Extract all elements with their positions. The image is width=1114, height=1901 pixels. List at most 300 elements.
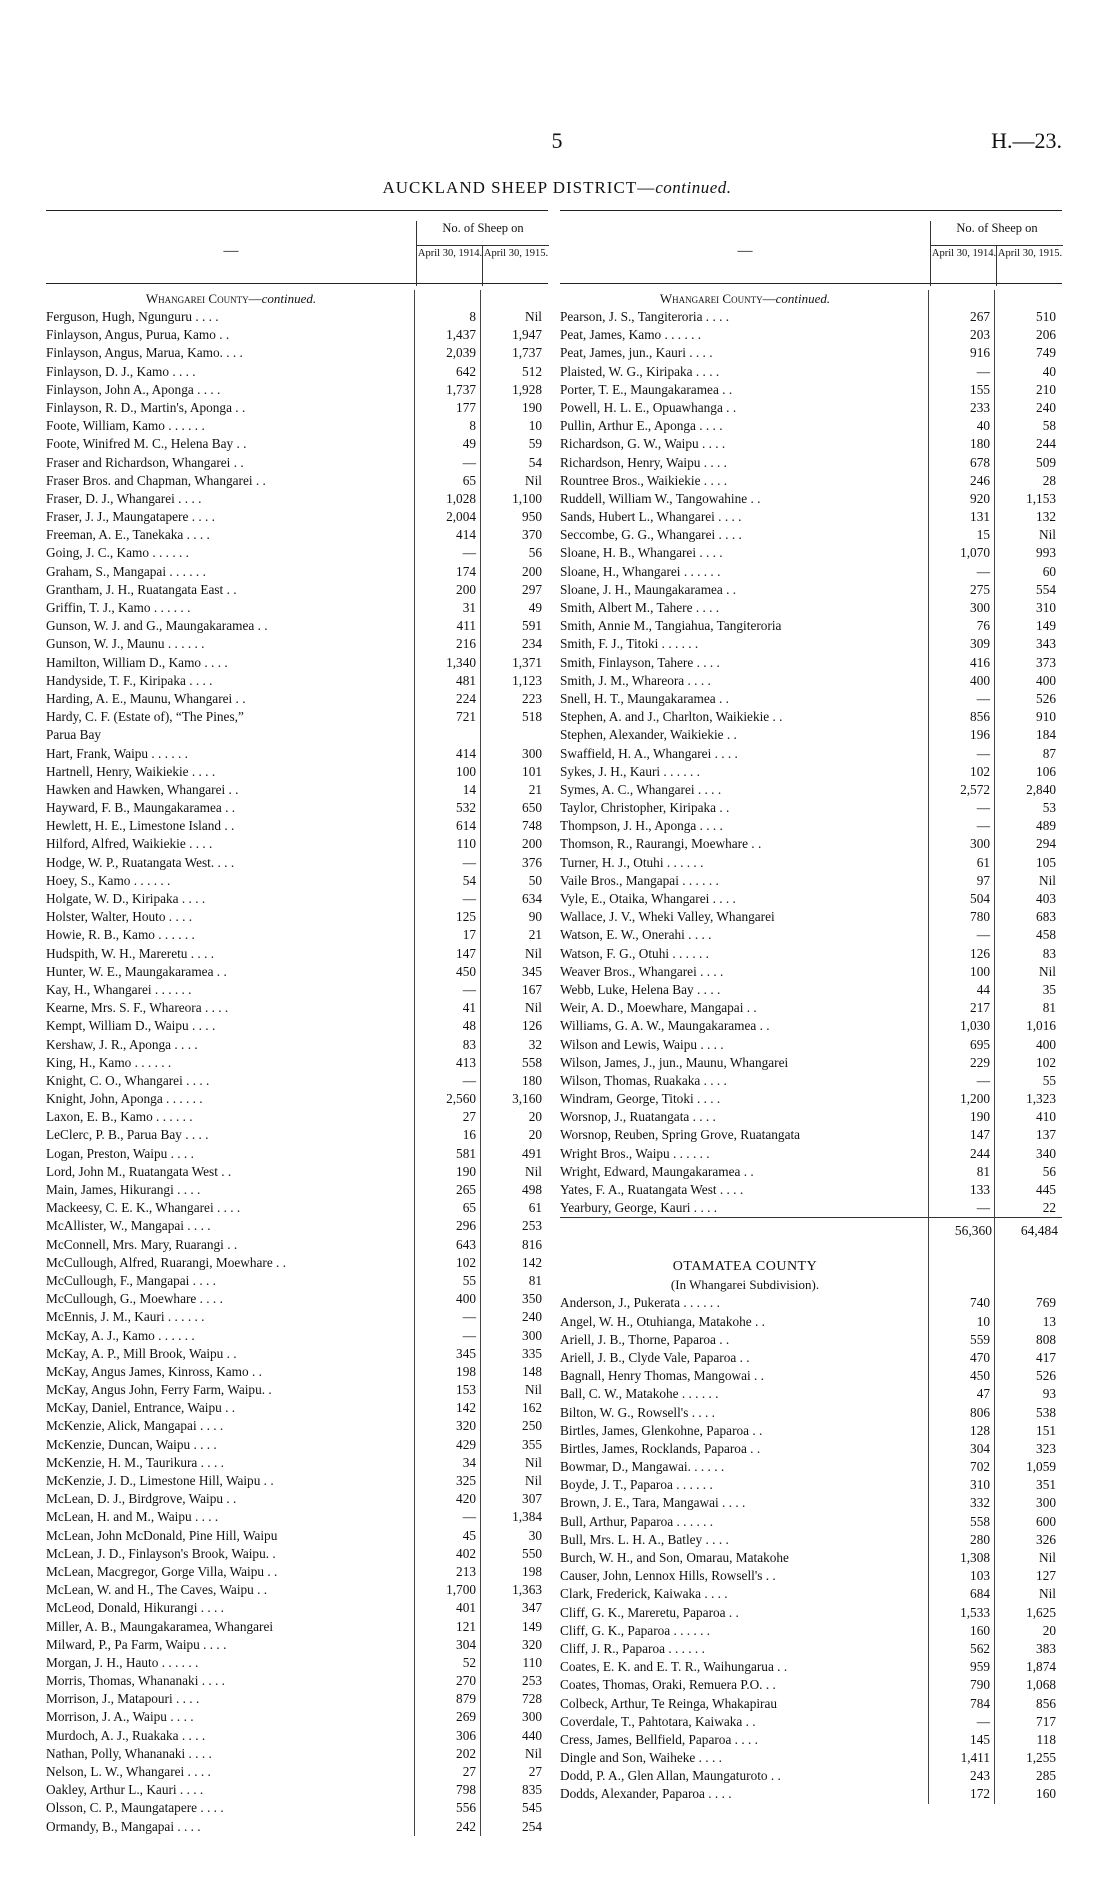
- table-row: [46, 1581, 548, 1599]
- sheep-1915: 538: [1036, 1404, 1056, 1420]
- table-row: [560, 1622, 1062, 1640]
- sheep-1915: 234: [522, 636, 542, 652]
- owner-name: McCullough, F., Mangapai . . . .: [46, 1272, 216, 1288]
- table-row: [46, 1345, 548, 1363]
- table-row: [560, 435, 1062, 453]
- table-row: [560, 1349, 1062, 1367]
- table-row: [46, 344, 548, 362]
- sheep-1915: 808: [1036, 1331, 1056, 1347]
- sheep-1914: 1,737: [446, 381, 476, 397]
- owner-name: Ormandy, B., Mangapai . . . .: [46, 1818, 201, 1834]
- sheep-1914: 798: [456, 1782, 476, 1798]
- sheep-1915: 10: [528, 418, 542, 434]
- sheep-1914: 31: [462, 600, 476, 615]
- owner-name: Colbeck, Arthur, Te Reinga, Whakapirau: [560, 1695, 778, 1711]
- sheep-1914: —: [976, 927, 990, 943]
- sheep-1915: 1,928: [512, 381, 542, 397]
- table-row: [560, 1108, 1062, 1126]
- table-row: [560, 1476, 1062, 1494]
- sheep-1915: Nil: [1039, 1586, 1056, 1602]
- owner-name: Smith, Albert M., Tahere . . . .: [560, 600, 720, 615]
- sheep-1915: 491: [522, 1145, 542, 1161]
- sheep-1914: 10: [976, 1313, 990, 1329]
- table-row: [560, 1567, 1062, 1585]
- sheep-1915: 458: [1036, 927, 1056, 943]
- sheep-1914: 345: [456, 1345, 476, 1361]
- owner-name: Yates, F. A., Ruatangata West . . . .: [560, 1182, 744, 1197]
- owner-name: Stephen, Alexander, Waikiekie . .: [560, 727, 737, 743]
- county-section-title: [560, 290, 930, 308]
- owner-name: Swaffield, H. A., Whangarei . . . .: [560, 745, 738, 761]
- owner-name: Finlayson, Angus, Marua, Kamo. . . .: [46, 345, 243, 361]
- owner-name: Plaisted, W. G., Kiripaka . . . .: [560, 363, 720, 379]
- owner-name: Thomson, R., Raurangi, Moewhare . .: [560, 836, 762, 852]
- sheep-1915: 21: [528, 781, 542, 797]
- sheep-1914: 414: [456, 745, 476, 761]
- table-row: [46, 490, 548, 508]
- sheep-1915: 21: [528, 927, 542, 943]
- owner-name: Knight, John, Aponga . . . . . .: [46, 1091, 203, 1107]
- sheep-1914: —: [976, 1072, 990, 1088]
- sheep-1915: Nil: [525, 945, 542, 961]
- owner-name: Griffin, T. J., Kamo . . . . . .: [46, 600, 191, 615]
- sheep-1914: 296: [456, 1218, 476, 1234]
- owner-name: Sloane, J. H., Maungakaramea . .: [560, 581, 737, 597]
- sheep-1914: 790: [970, 1677, 990, 1693]
- owner-name: Angel, W. H., Otuhianga, Matakohe . .: [560, 1313, 765, 1329]
- owner-name: Peat, James, Kamo . . . . . .: [560, 327, 702, 343]
- owner-name: Boyde, J. T., Paparoa . . . . . .: [560, 1477, 713, 1493]
- sheep-1914: —: [462, 1509, 476, 1525]
- sheep-1915: 83: [1042, 945, 1056, 961]
- owner-name: McKay, A. P., Mill Brook, Waipu . .: [46, 1345, 237, 1361]
- owner-name: Parua Bay: [46, 727, 102, 743]
- table-row: [46, 308, 548, 326]
- sheep-1915: 1,016: [1026, 1018, 1056, 1034]
- owner-name: Nelson, L. W., Whangarei . . . .: [46, 1764, 211, 1779]
- owner-name: King, H., Kamo . . . . . .: [46, 1054, 172, 1070]
- table-row: [560, 635, 1062, 653]
- sheep-1914: 213: [456, 1563, 476, 1579]
- owner-name: Watson, F. G., Otuhi . . . . . .: [560, 945, 709, 961]
- table-row: [560, 1294, 1062, 1312]
- sheep-1914: 414: [456, 527, 476, 543]
- table-row: [560, 1313, 1062, 1331]
- sheep-1915: 526: [1036, 690, 1056, 706]
- column-rule: [928, 290, 929, 1804]
- table-row: [560, 1640, 1062, 1658]
- table-row: [560, 490, 1062, 508]
- sheep-1914: 125: [456, 909, 476, 925]
- sheep-1915: 345: [522, 963, 542, 979]
- sheep-1914: 558: [970, 1513, 990, 1529]
- table-row: [560, 817, 1062, 835]
- sheep-1915: 526: [1036, 1368, 1056, 1384]
- sheep-1915: 1,323: [1026, 1091, 1056, 1107]
- sheep-1914: 920: [970, 490, 990, 506]
- owner-name: Kempt, William D., Waipu . . . .: [46, 1018, 216, 1034]
- table-row: [560, 381, 1062, 399]
- owner-name: Sands, Hubert L., Whangarei . . . .: [560, 509, 742, 525]
- table-row: [560, 399, 1062, 417]
- table-row: [560, 1036, 1062, 1054]
- right-table: [560, 210, 1062, 1804]
- table-row: [560, 417, 1062, 435]
- table-row: [560, 926, 1062, 944]
- sheep-1914: 44: [976, 981, 990, 997]
- sheep-1915: 347: [522, 1600, 542, 1616]
- table-row: [560, 654, 1062, 672]
- owner-name: Wallace, J. V., Wheki Valley, Whangarei: [560, 909, 775, 925]
- sheep-1915: Nil: [1039, 1550, 1056, 1565]
- sheep-1915: 300: [522, 1709, 542, 1725]
- table-row: [560, 1181, 1062, 1199]
- owner-name: McConnell, Mrs. Mary, Ruarangi . .: [46, 1236, 238, 1252]
- owner-name: Fraser, D. J., Whangarei . . . .: [46, 490, 202, 506]
- owner-name: Causer, John, Lennox Hills, Rowsell's . .: [560, 1568, 776, 1584]
- owner-name: Fraser, J. J., Maungatapere . . . .: [46, 509, 215, 525]
- table-row: [46, 817, 548, 835]
- sheep-1915: 489: [1036, 818, 1056, 834]
- owner-name: Morris, Thomas, Whananaki . . . .: [46, 1673, 225, 1689]
- owner-name: LeClerc, P. B., Parua Bay . . . .: [46, 1127, 209, 1143]
- table-row: [560, 526, 1062, 544]
- table-row: [46, 1745, 548, 1763]
- sheep-1914: 504: [970, 891, 990, 906]
- page-title: [0, 178, 1114, 198]
- sheep-1914: 17: [462, 927, 476, 943]
- sheep-1915: 498: [522, 1182, 542, 1197]
- table-row: [560, 745, 1062, 763]
- owner-name: McKenzie, Duncan, Waipu . . . .: [46, 1436, 217, 1452]
- table-row: [46, 999, 548, 1017]
- sheep-1914: 147: [970, 1127, 990, 1143]
- owner-name: Wilson and Lewis, Waipu . . . .: [560, 1036, 724, 1052]
- total-1915: 64,484: [1020, 1223, 1058, 1239]
- table-row: [46, 908, 548, 926]
- owner-name: Hayward, F. B., Maungakaramea . .: [46, 800, 236, 816]
- sheep-1914: 16: [462, 1127, 476, 1143]
- table-header: [46, 210, 548, 284]
- sheep-1915: 370: [522, 527, 542, 543]
- sheep-1914: 1,437: [446, 327, 476, 343]
- owner-name: Bull, Mrs. L. H. A., Batley . . . .: [560, 1531, 729, 1547]
- owner-name: McKay, Daniel, Entrance, Waipu . .: [46, 1400, 236, 1416]
- sheep-1914: 581: [456, 1145, 476, 1161]
- sheep-1915: 2,840: [1026, 781, 1056, 797]
- table-row: [46, 1599, 548, 1617]
- sheep-1914: —: [462, 854, 476, 870]
- sheep-1914: 27: [462, 1764, 476, 1779]
- owner-name: Birtles, James, Rocklands, Paparoa . .: [560, 1440, 761, 1456]
- table-row: [46, 1017, 548, 1035]
- table-row: [560, 1072, 1062, 1090]
- table-row: [46, 1527, 548, 1545]
- table-row: [46, 1217, 548, 1235]
- sheep-1915: Nil: [1039, 963, 1056, 979]
- owner-name: Windram, George, Titoki . . . .: [560, 1091, 721, 1107]
- table-row: [46, 872, 548, 890]
- sheep-1914: 470: [970, 1349, 990, 1365]
- sheep-1915: Nil: [525, 1163, 542, 1179]
- sheep-1915: 102: [1036, 1054, 1056, 1070]
- owner-name: McKay, Angus James, Kinross, Kamo . .: [46, 1363, 262, 1379]
- header-sheep-group: No. of Sheep on: [930, 221, 1063, 283]
- table-body: [560, 290, 1062, 1804]
- sheep-1914: 190: [970, 1109, 990, 1125]
- owner-name: McLean, H. and M., Waipu . . . .: [46, 1509, 219, 1525]
- owner-name: Miller, A. B., Maungakaramea, Whangarei: [46, 1618, 274, 1634]
- sheep-1915: 223: [522, 690, 542, 706]
- sheep-1915: 856: [1036, 1695, 1056, 1711]
- sheep-1915: 343: [1036, 636, 1056, 652]
- sheep-1914: 721: [456, 709, 476, 725]
- table-row: [46, 326, 548, 344]
- sheep-1915: 28: [1042, 472, 1056, 488]
- header-dash: —: [737, 243, 753, 259]
- sheep-1914: 224: [456, 690, 476, 706]
- sheep-1914: 450: [456, 963, 476, 979]
- owner-name: Porter, T. E., Maungakaramea . .: [560, 381, 733, 397]
- owner-list: [46, 308, 548, 1836]
- owner-name: Powell, H. L. E., Opuawhanga . .: [560, 399, 737, 415]
- table-row: [560, 1494, 1062, 1512]
- sheep-1915: 190: [522, 399, 542, 415]
- header-1914: April 30, 1914.: [930, 245, 997, 286]
- sheep-1914: 27: [462, 1109, 476, 1125]
- sheep-1914: 740: [970, 1295, 990, 1311]
- table-row: [46, 835, 548, 853]
- sheep-1914: 2,572: [960, 781, 990, 797]
- sheep-1915: 950: [522, 509, 542, 525]
- sheep-1915: 162: [522, 1400, 542, 1416]
- sheep-1914: 34: [462, 1454, 476, 1470]
- owner-name: Lord, John M., Ruatangata West . .: [46, 1163, 232, 1179]
- sheep-1915: 769: [1036, 1295, 1056, 1311]
- table-row: [46, 1799, 548, 1817]
- sheep-1914: 190: [456, 1163, 476, 1179]
- sheep-1915: 20: [528, 1127, 542, 1143]
- owner-name: Main, James, Hikurangi . . . .: [46, 1182, 201, 1197]
- owner-name: Wright Bros., Waipu . . . . . .: [560, 1145, 710, 1161]
- page-number: 5: [551, 128, 563, 153]
- sheep-1915: 550: [522, 1545, 542, 1561]
- owner-name: Worsnop, Reuben, Spring Grove, Ruatangata: [560, 1127, 801, 1143]
- table-row: [46, 1163, 548, 1181]
- table-row: [46, 1236, 548, 1254]
- owner-name: Thompson, J. H., Aponga . . . .: [560, 818, 723, 834]
- table-row: [560, 1331, 1062, 1349]
- table-row: [560, 872, 1062, 890]
- sheep-1915: 717: [1036, 1713, 1056, 1729]
- county-subtitle: (In Whangarei Subdivision).: [670, 1277, 820, 1293]
- table-row: [46, 1454, 548, 1472]
- owner-name: Howie, R. B., Kamo . . . . . .: [46, 927, 195, 943]
- sheep-1914: 532: [456, 800, 476, 816]
- table-row: [560, 326, 1062, 344]
- owner-name: Stephen, A. and J., Charlton, Waikiekie . .: [560, 709, 783, 725]
- sheep-1914: 244: [970, 1145, 990, 1161]
- sheep-1915: 300: [1036, 1495, 1056, 1511]
- sheep-1915: 40: [1042, 363, 1056, 379]
- owner-name: Peat, James, jun., Kauri . . . .: [560, 345, 713, 361]
- sheep-1915: 30: [528, 1527, 542, 1543]
- owner-name: Smith, Annie M., Tangiahua, Tangiteroria: [560, 618, 782, 634]
- owner-name: Ariell, J. B., Clyde Vale, Paparoa . .: [560, 1349, 750, 1365]
- owner-name: McEnnis, J. M., Kauri . . . . . .: [46, 1309, 205, 1325]
- sheep-1915: 383: [1036, 1640, 1056, 1656]
- table-row: [46, 926, 548, 944]
- owner-name: Vyle, E., Otaika, Whangarei . . . .: [560, 891, 736, 906]
- sheep-1915: 58: [1042, 418, 1056, 434]
- table-row: [560, 1017, 1062, 1035]
- sheep-1914: 309: [970, 636, 990, 652]
- owner-list: [560, 308, 1062, 1217]
- sheep-1914: 678: [970, 454, 990, 470]
- owner-name: Morgan, J. H., Hauto . . . . . .: [46, 1654, 199, 1670]
- table-row: [46, 854, 548, 872]
- sheep-1915: Nil: [525, 1454, 542, 1470]
- sheep-1915: 650: [522, 800, 542, 816]
- sheep-1915: 300: [522, 1327, 542, 1343]
- sheep-1914: —: [462, 981, 476, 997]
- table-row: [46, 1490, 548, 1508]
- owner-name: Foote, William, Kamo . . . . . .: [46, 418, 205, 434]
- sheep-1914: —: [462, 1309, 476, 1325]
- sheep-1915: 20: [528, 1109, 542, 1125]
- owner-name: Kershaw, J. R., Aponga . . . .: [46, 1036, 198, 1052]
- table-row: [46, 763, 548, 781]
- sheep-1914: 306: [456, 1727, 476, 1743]
- sheep-1915: 335: [522, 1345, 542, 1361]
- table-row: [46, 1436, 548, 1454]
- table-row: [560, 1367, 1062, 1385]
- owner-name: Webb, Luke, Helena Bay . . . .: [560, 981, 721, 997]
- sheep-1915: 993: [1036, 545, 1056, 561]
- owner-name: Mackeesy, C. E. K., Whangarei . . . .: [46, 1200, 241, 1216]
- owner-name: Hardy, C. F. (Estate of), “The Pines,”: [46, 709, 244, 725]
- owner-name: Rountree Bros., Waikiekie . . . .: [560, 472, 728, 488]
- sheep-1914: 126: [970, 945, 990, 961]
- sheep-1915: 118: [1036, 1731, 1056, 1747]
- table-row: [46, 1781, 548, 1799]
- owner-name: Cliff, G. K., Mareretu, Paparoa . .: [560, 1604, 739, 1620]
- owner-name: Fraser and Richardson, Whangarei . .: [46, 454, 244, 470]
- owner-list: [560, 1294, 1062, 1803]
- sheep-1914: 695: [970, 1036, 990, 1052]
- sheep-1914: 45: [462, 1527, 476, 1543]
- sheep-1915: 1,123: [512, 672, 542, 688]
- owner-name: Coates, E. K. and E. T. R., Waihungarua . .: [560, 1659, 788, 1675]
- table-row: [560, 1422, 1062, 1440]
- sheep-1915: 558: [522, 1054, 542, 1070]
- sheep-1915: 683: [1036, 909, 1056, 925]
- table-row: [560, 963, 1062, 981]
- table-row: [560, 599, 1062, 617]
- sheep-1915: 509: [1036, 454, 1056, 470]
- sheep-1914: 145: [970, 1731, 990, 1747]
- owner-name: Yearbury, George, Kauri . . . .: [560, 1200, 718, 1216]
- sheep-1914: 121: [456, 1618, 476, 1634]
- owner-name: Williams, G. A. W., Maungakaramea . .: [560, 1018, 770, 1034]
- table-row: [46, 399, 548, 417]
- sheep-1915: 1,255: [1026, 1750, 1056, 1766]
- table-row: [560, 908, 1062, 926]
- owner-name: Holgate, W. D., Kiripaka . . . .: [46, 891, 206, 906]
- owner-name: Cress, James, Bellfield, Paparoa . . . .: [560, 1731, 758, 1747]
- sheep-1915: 1,153: [1026, 490, 1056, 506]
- table-row: [46, 1108, 548, 1126]
- sheep-1914: 177: [456, 399, 476, 415]
- sheep-1914: 131: [970, 509, 990, 525]
- county-title: OTAMATEA COUNTY: [672, 1259, 818, 1275]
- owner-name: Hewlett, H. E., Limestone Island . .: [46, 818, 235, 834]
- sheep-1915: 253: [522, 1673, 542, 1689]
- owner-name: Kay, H., Whangarei . . . . . .: [46, 981, 192, 997]
- sheep-1915: 748: [522, 818, 542, 834]
- sheep-1915: 60: [1042, 563, 1056, 579]
- sheep-1914: 54: [462, 872, 476, 888]
- sheep-1915: Nil: [525, 1000, 542, 1016]
- sheep-1914: 879: [456, 1691, 476, 1707]
- sheep-1914: 102: [970, 763, 990, 779]
- sheep-1915: 307: [522, 1491, 542, 1507]
- table-row: [46, 745, 548, 763]
- owner-name: Olsson, C. P., Maungatapere . . . .: [46, 1800, 224, 1816]
- section-continued: continued.: [261, 291, 317, 306]
- table-row: [560, 308, 1062, 326]
- sheep-1914: 217: [970, 1000, 990, 1016]
- table-row: [560, 1676, 1062, 1694]
- sheep-1915: 285: [1036, 1768, 1056, 1784]
- table-row: [46, 1472, 548, 1490]
- sheep-1915: 49: [528, 600, 542, 615]
- sheep-1915: 50: [528, 872, 542, 888]
- sheep-1915: 1,363: [512, 1582, 542, 1598]
- sheep-1914: 48: [462, 1018, 476, 1034]
- owner-name: Watson, E. W., Onerahi . . . .: [560, 927, 712, 943]
- sheep-1915: 749: [1036, 345, 1056, 361]
- table-row: [560, 1385, 1062, 1403]
- sheep-1914: 233: [970, 399, 990, 415]
- sheep-1914: 429: [456, 1436, 476, 1452]
- table-row: [560, 835, 1062, 853]
- table-row: [46, 381, 548, 399]
- table-row: [46, 1145, 548, 1163]
- owner-name: Smith, Finlayson, Tahere . . . .: [560, 654, 720, 670]
- owner-name: McLean, J. D., Finlayson's Brook, Waipu. .: [46, 1545, 276, 1561]
- owner-name: Vaile Bros., Mangapai . . . . . .: [560, 872, 719, 888]
- table-row: [46, 963, 548, 981]
- table-row: [46, 1272, 548, 1290]
- sheep-1914: 103: [970, 1568, 990, 1584]
- sheep-1914: 959: [970, 1659, 990, 1675]
- sheep-1915: 1,384: [512, 1509, 542, 1525]
- sheep-1915: 149: [522, 1618, 542, 1634]
- owner-name: Anderson, J., Pukerata . . . . . .: [560, 1295, 720, 1311]
- table-row: [46, 544, 548, 562]
- sheep-1915: Nil: [525, 309, 542, 324]
- table-row: [560, 1404, 1062, 1422]
- table-row: [560, 726, 1062, 744]
- table-header: [560, 210, 1062, 284]
- sheep-1915: 81: [1042, 1000, 1056, 1016]
- owner-name: Cliff, J. R., Paparoa . . . . . .: [560, 1640, 705, 1656]
- sheep-1914: —: [976, 745, 990, 761]
- sheep-1914: —: [976, 690, 990, 706]
- sheep-1915: 35: [1042, 981, 1056, 997]
- sheep-1914: 196: [970, 727, 990, 743]
